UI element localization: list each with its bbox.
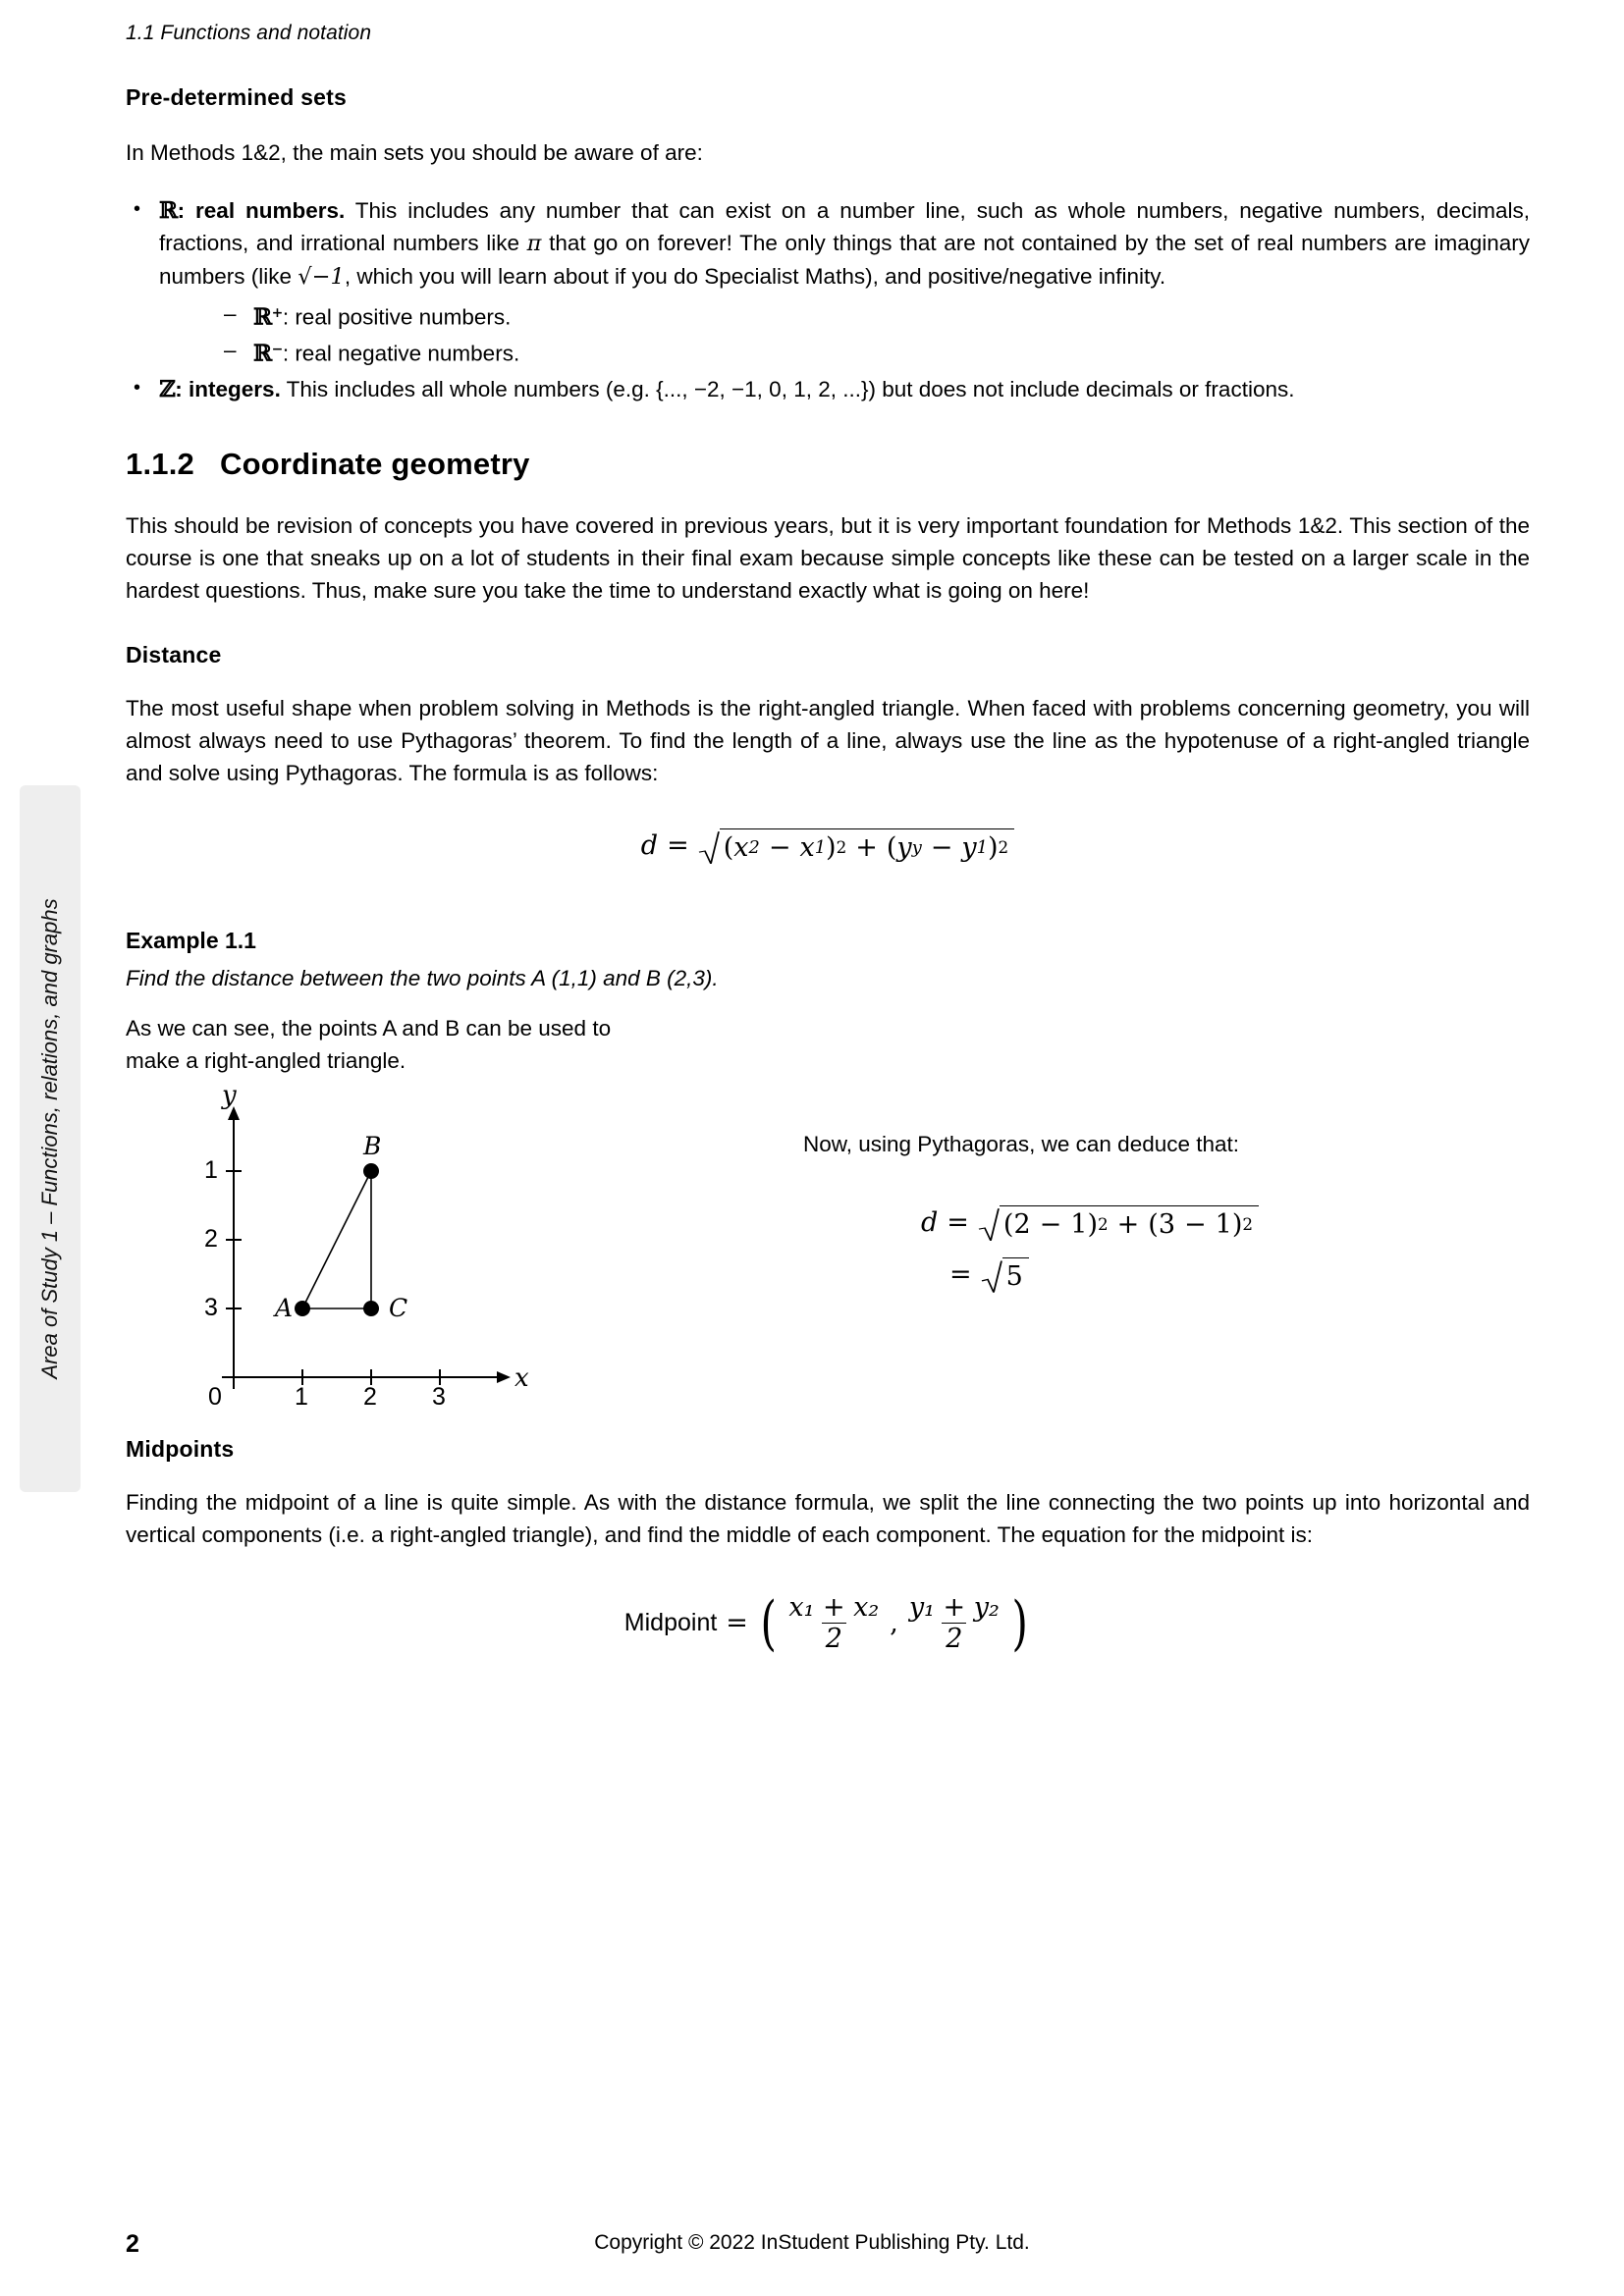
result-term1-close: )	[1087, 1209, 1099, 1241]
midpoint-frac-x-num: x₁ + x₂	[788, 1592, 880, 1624]
result-sqrt-group	[978, 1205, 1259, 1240]
real-subset-list	[159, 297, 1530, 369]
result-term1-open: (	[1002, 1209, 1014, 1241]
graph-ylabel: y	[222, 1081, 237, 1111]
paragraph-predetermined-intro: In Methods 1&2, the main sets you should be aware of are:	[126, 140, 703, 165]
paragraph-midpoints: Finding the midpoint of a line is quite simple. As with the distance formula, we split the line connecting the two points up into horizontal and vertical components (i.e. a right-angled triangle), and find the middle of each component. The equation for the midpoint is:	[126, 1490, 1530, 1548]
term1-base1: x	[733, 832, 749, 864]
side-tab	[20, 785, 81, 1492]
example-result-formula	[803, 1205, 1490, 1240]
graph-ytick-3: 3	[204, 1294, 218, 1322]
term2-sub2: 1	[976, 836, 988, 858]
result-term1-b: 1	[1070, 1209, 1088, 1241]
example-deduce-text: Now, using Pythagoras, we can deduce that:	[803, 1132, 1240, 1157]
formula-lhs: d	[640, 830, 659, 862]
result-term1-power: 2	[1098, 1214, 1109, 1235]
symbol-integers: ℤ	[159, 376, 176, 403]
copyright-notice: Copyright © 2022 InStudent Publishing Pty. Ltd.	[594, 2231, 1030, 2254]
formula-plus: +	[855, 832, 878, 864]
example-title: Example 1.1	[126, 928, 256, 954]
pi-symbol: π	[526, 231, 542, 256]
result-term2-a: 3	[1158, 1209, 1176, 1241]
midpoint-comma: ,	[890, 1608, 898, 1639]
result-second-value-wrap	[1002, 1257, 1029, 1292]
text-real-positive: : real positive numbers.	[282, 304, 512, 330]
term2-close: )	[988, 832, 999, 864]
text-integers: This includes all whole numbers (e.g. {..., −2, −1, 0, 1, 2, ...}) but does not include decimals or fractions.	[280, 377, 1295, 402]
result-sqrt-contents	[1000, 1205, 1259, 1240]
term1-sub1: 2	[748, 836, 760, 858]
heading-coordinate-geometry	[126, 447, 1530, 482]
midpoint-open-paren: (	[760, 1588, 777, 1658]
midpoint-equals: =	[726, 1608, 748, 1639]
example-lead-line-2: make a right-angled triangle.	[126, 1048, 406, 1074]
graph-xlabel: x	[514, 1363, 529, 1394]
result-term2-b: 1	[1215, 1209, 1232, 1241]
result-term1-minus: −	[1039, 1209, 1062, 1241]
example-question: Find the distance between the two points A (1,1) and B (2,3).	[126, 966, 719, 991]
result-term2-minus: −	[1184, 1209, 1207, 1241]
section-title: Coordinate geometry	[220, 447, 530, 482]
sqrt-neg-one: √−1	[298, 264, 345, 290]
graph-point-label-C: C	[389, 1294, 408, 1323]
graph-xtick-2: 2	[363, 1383, 377, 1412]
running-header: 1.1 Functions and notation	[126, 22, 372, 44]
list-item-real-numbers	[126, 194, 1530, 369]
midpoint-close-paren: )	[1011, 1588, 1028, 1658]
result-plus: +	[1116, 1209, 1140, 1241]
term1-open: (	[723, 832, 734, 864]
result-lhs: d	[921, 1207, 939, 1239]
result-term2-open: (	[1148, 1209, 1159, 1241]
result-term2-power: 2	[1242, 1214, 1254, 1235]
text-real-numbers-3: , which you will learn about if you do Specialist Maths), and positive/negative infinity.	[344, 264, 1166, 289]
result-term1-a: 2	[1013, 1209, 1031, 1241]
term1-power: 2	[836, 837, 847, 858]
list-item-real-positive	[224, 297, 1530, 334]
result-second-equals: =	[949, 1259, 972, 1291]
midpoint-label: Midpoint	[623, 1609, 718, 1637]
sqrt-group	[698, 828, 1014, 863]
term2-open: (	[886, 832, 897, 864]
term1-base2: x	[799, 832, 815, 864]
result-term2-close: )	[1231, 1209, 1243, 1241]
midpoint-formula	[126, 1588, 1530, 1658]
term2-base1: y	[896, 832, 912, 864]
graph-point-label-B: B	[363, 1132, 382, 1161]
heading-predetermined-sets: Pre-determined sets	[126, 84, 347, 110]
page-number: 2	[126, 2230, 139, 2258]
symbol-real-positive: ℝ	[253, 303, 272, 331]
midpoint-frac-y-num: y₁ + y₂	[908, 1592, 1000, 1624]
sqrt-radical-icon	[981, 1257, 1002, 1292]
text-real-negative: : real negative numbers.	[282, 341, 520, 366]
distance-formula	[126, 828, 1530, 863]
term2-power: 2	[998, 837, 1009, 858]
term1-sub2: 1	[814, 836, 827, 858]
graph-xtick-3: 3	[432, 1383, 446, 1412]
paragraph-coordinate-geometry: This should be revision of concepts you have covered in previous years, but it is very important foundation for Methods 1&2. This section of the course is one that sneaks up on a lot of students in their final exam because simple concepts like these can be tested on a larger scale in the hardest questions. Thus, make sure you take the time to understand exactly what is going on here!	[126, 513, 1530, 604]
text-real-numbers-2: that go on forever! The only things that are not contained by the set of real numbers are imaginary numbers (like	[159, 231, 1530, 289]
result-equals: =	[947, 1207, 969, 1239]
example-right-column	[803, 1128, 1490, 1292]
list-item-integers	[126, 373, 1530, 405]
term1-close: )	[826, 832, 837, 864]
superscript-plus: +	[271, 305, 283, 321]
term2-sub1: y	[911, 836, 922, 858]
set-list	[126, 194, 1530, 405]
superscript-minus: −	[271, 341, 283, 357]
midpoint-frac-y-den: 2	[942, 1623, 966, 1652]
sqrt-contents	[720, 828, 1014, 863]
result-second-value: 5	[1005, 1261, 1023, 1293]
example-figure-row	[126, 1081, 1530, 1418]
term1-minus: −	[768, 832, 791, 864]
heading-midpoints: Midpoints	[126, 1436, 235, 1463]
page-content	[126, 0, 1530, 1658]
symbol-real-numbers: ℝ	[159, 197, 178, 224]
midpoint-frac-x	[780, 1592, 888, 1655]
example-lead-line-1: As we can see, the points A and B can be used to	[126, 1016, 612, 1041]
result-second-sqrt	[981, 1257, 1029, 1292]
symbol-real-negative: ℝ	[253, 340, 272, 367]
term2-minus: −	[930, 832, 953, 864]
midpoint-frac-y	[900, 1592, 1008, 1655]
formula-equals: =	[667, 830, 689, 862]
sqrt-radical-icon	[698, 828, 720, 863]
graph-point-label-A: A	[275, 1294, 294, 1323]
side-tab-label: Area of Study 1 – Functions, relations, and graphs	[37, 898, 62, 1379]
paragraph-distance: The most useful shape when problem solving in Methods is the right-angled triangle. When faced with problems concerning geometry, you will almost always need to use Pythagoras’ theorem. To find the length of a line, always use the line as the hypotenuse of a right-angled triangle and solve using Pythagoras. The formula is as follows:	[126, 696, 1530, 786]
label-integers: : integers.	[175, 377, 281, 402]
graph-ytick-2: 2	[204, 1225, 218, 1254]
label-real-numbers: : real numbers.	[177, 198, 346, 223]
sqrt-radical-icon	[978, 1205, 1000, 1240]
heading-distance: Distance	[126, 642, 222, 668]
list-item-real-negative	[224, 334, 1530, 370]
midpoint-frac-x-den: 2	[822, 1623, 846, 1652]
graph-ytick-1: 1	[204, 1156, 218, 1185]
graph-svg	[165, 1095, 528, 1399]
section-number: 1.1.2	[126, 447, 194, 482]
graph-xtick-1: 1	[295, 1383, 308, 1412]
term2-base2: y	[961, 832, 977, 864]
example-result-second-line	[803, 1257, 1490, 1292]
graph-origin-label: 0	[208, 1383, 222, 1412]
text-real-numbers-1: This includes any number that can exist on a number line, such as whole numbers, negative numbers, decimals, fractions, and irrational numbers like	[159, 198, 1530, 255]
coordinate-graph	[165, 1081, 529, 1412]
